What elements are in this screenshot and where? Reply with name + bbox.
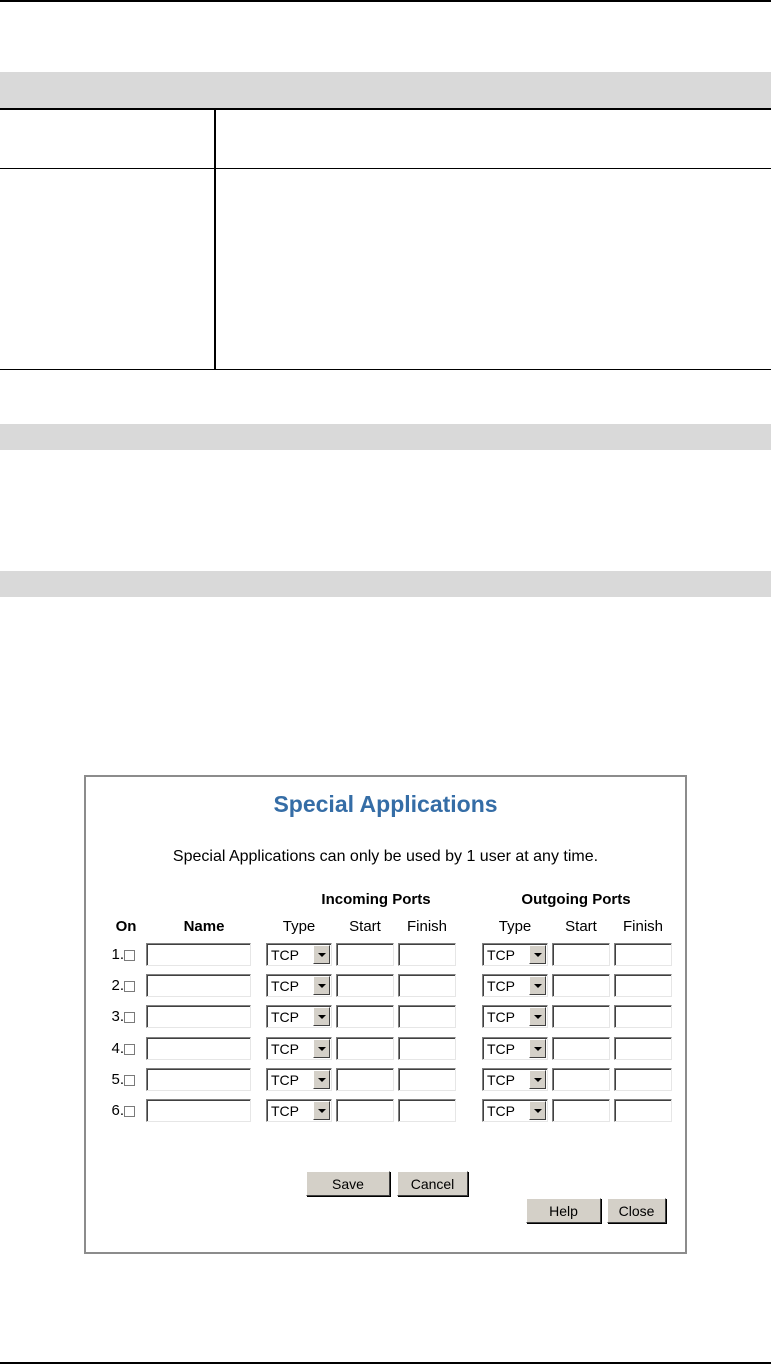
chevron-down-icon[interactable] [313, 1039, 330, 1058]
incoming-finish-input[interactable] [398, 1037, 456, 1060]
chevron-down-icon[interactable] [529, 976, 546, 995]
outgoing-type-value: TCP [487, 1103, 515, 1119]
dialog-title: Special Applications [273, 791, 498, 817]
chevron-down-icon[interactable] [313, 1070, 330, 1089]
table-column-divider [214, 109, 216, 369]
incoming-type-select[interactable] [266, 1037, 332, 1060]
incoming-type-header: Type [282, 918, 316, 935]
row-number: 6. [111, 1102, 124, 1119]
outgoing-finish-input[interactable] [614, 1068, 672, 1091]
incoming-finish-input[interactable] [398, 1099, 456, 1122]
outgoing-type-value: TCP [487, 978, 515, 994]
incoming-start-input[interactable] [336, 1099, 394, 1122]
top-rule [0, 0, 771, 2]
enable-checkbox[interactable] [124, 1106, 135, 1117]
section-bar-1 [0, 424, 771, 450]
incoming-type-select[interactable] [266, 974, 332, 997]
row-number: 4. [111, 1040, 124, 1057]
chevron-down-icon[interactable] [529, 945, 546, 964]
table-header-bar [0, 72, 771, 108]
incoming-type-select[interactable] [266, 943, 332, 966]
name-input[interactable] [146, 943, 251, 966]
outgoing-start-input[interactable] [552, 1005, 610, 1028]
outgoing-type-value: TCP [487, 1072, 515, 1088]
incoming-finish-input[interactable] [398, 1068, 456, 1091]
incoming-type-select[interactable] [266, 1005, 332, 1028]
outgoing-finish-input[interactable] [614, 1005, 672, 1028]
enable-checkbox[interactable] [124, 981, 135, 992]
incoming-type-value: TCP [271, 1103, 299, 1119]
close-button[interactable]: Close [607, 1198, 666, 1223]
name-input[interactable] [146, 974, 251, 997]
outgoing-type-value: TCP [487, 1009, 515, 1025]
section-bar-2 [0, 571, 771, 597]
incoming-start-header: Start [349, 918, 381, 935]
incoming-type-select[interactable] [266, 1099, 332, 1122]
outgoing-start-input[interactable] [552, 1068, 610, 1091]
incoming-ports-header: Incoming Ports [321, 891, 431, 908]
special-applications-dialog [84, 775, 687, 1254]
incoming-start-input[interactable] [336, 974, 394, 997]
outgoing-finish-input[interactable] [614, 974, 672, 997]
incoming-finish-input[interactable] [398, 974, 456, 997]
table-row-divider [0, 168, 771, 169]
enable-checkbox[interactable] [124, 950, 135, 961]
chevron-down-icon[interactable] [529, 1039, 546, 1058]
bottom-rule [0, 1362, 771, 1364]
chevron-down-icon[interactable] [313, 976, 330, 995]
name-input[interactable] [146, 1068, 251, 1091]
name-input[interactable] [146, 1099, 251, 1122]
chevron-down-icon[interactable] [529, 1070, 546, 1089]
enable-checkbox[interactable] [124, 1012, 135, 1023]
row-number: 1. [111, 946, 124, 963]
incoming-type-value: TCP [271, 1041, 299, 1057]
enable-checkbox[interactable] [124, 1075, 135, 1086]
outgoing-ports-header: Outgoing Ports [521, 891, 631, 908]
incoming-finish-input[interactable] [398, 1005, 456, 1028]
outgoing-start-input[interactable] [552, 974, 610, 997]
incoming-type-select[interactable] [266, 1068, 332, 1091]
incoming-start-input[interactable] [336, 1037, 394, 1060]
name-column-header: Name [183, 918, 225, 935]
incoming-finish-input[interactable] [398, 943, 456, 966]
enable-checkbox[interactable] [124, 1044, 135, 1055]
incoming-start-input[interactable] [336, 1068, 394, 1091]
help-button[interactable]: Help [526, 1198, 601, 1223]
incoming-type-value: TCP [271, 978, 299, 994]
incoming-type-value: TCP [271, 1072, 299, 1088]
outgoing-finish-header: Finish [622, 918, 663, 935]
outgoing-type-select[interactable] [482, 1068, 548, 1091]
outgoing-start-input[interactable] [552, 1037, 610, 1060]
outgoing-finish-input[interactable] [614, 943, 672, 966]
outgoing-type-select[interactable] [482, 1037, 548, 1060]
incoming-type-value: TCP [271, 947, 299, 963]
chevron-down-icon[interactable] [529, 1101, 546, 1120]
dialog-note: Special Applications can only be used by 1 user at any time. [172, 848, 599, 865]
chevron-down-icon[interactable] [313, 1007, 330, 1026]
outgoing-type-select[interactable] [482, 974, 548, 997]
outgoing-start-input[interactable] [552, 943, 610, 966]
row-number: 3. [111, 1008, 124, 1025]
outgoing-finish-input[interactable] [614, 1037, 672, 1060]
cancel-button[interactable]: Cancel [397, 1171, 468, 1196]
outgoing-type-select[interactable] [482, 1099, 548, 1122]
outgoing-start-header: Start [565, 918, 597, 935]
outgoing-finish-input[interactable] [614, 1099, 672, 1122]
chevron-down-icon[interactable] [313, 1101, 330, 1120]
chevron-down-icon[interactable] [529, 1007, 546, 1026]
chevron-down-icon[interactable] [313, 945, 330, 964]
outgoing-type-header: Type [498, 918, 532, 935]
outgoing-type-select[interactable] [482, 1005, 548, 1028]
save-button[interactable]: Save [306, 1171, 390, 1196]
name-input[interactable] [146, 1037, 251, 1060]
incoming-start-input[interactable] [336, 943, 394, 966]
name-input[interactable] [146, 1005, 251, 1028]
row-number: 5. [111, 1071, 124, 1088]
on-column-header: On [115, 918, 137, 935]
table-header-rule [0, 108, 771, 110]
incoming-finish-header: Finish [406, 918, 447, 935]
outgoing-type-value: TCP [487, 947, 515, 963]
incoming-type-value: TCP [271, 1009, 299, 1025]
row-number: 2. [111, 977, 124, 994]
outgoing-type-value: TCP [487, 1041, 515, 1057]
table-bottom-rule [0, 369, 771, 370]
outgoing-type-select[interactable] [482, 943, 548, 966]
incoming-start-input[interactable] [336, 1005, 394, 1028]
outgoing-start-input[interactable] [552, 1099, 610, 1122]
